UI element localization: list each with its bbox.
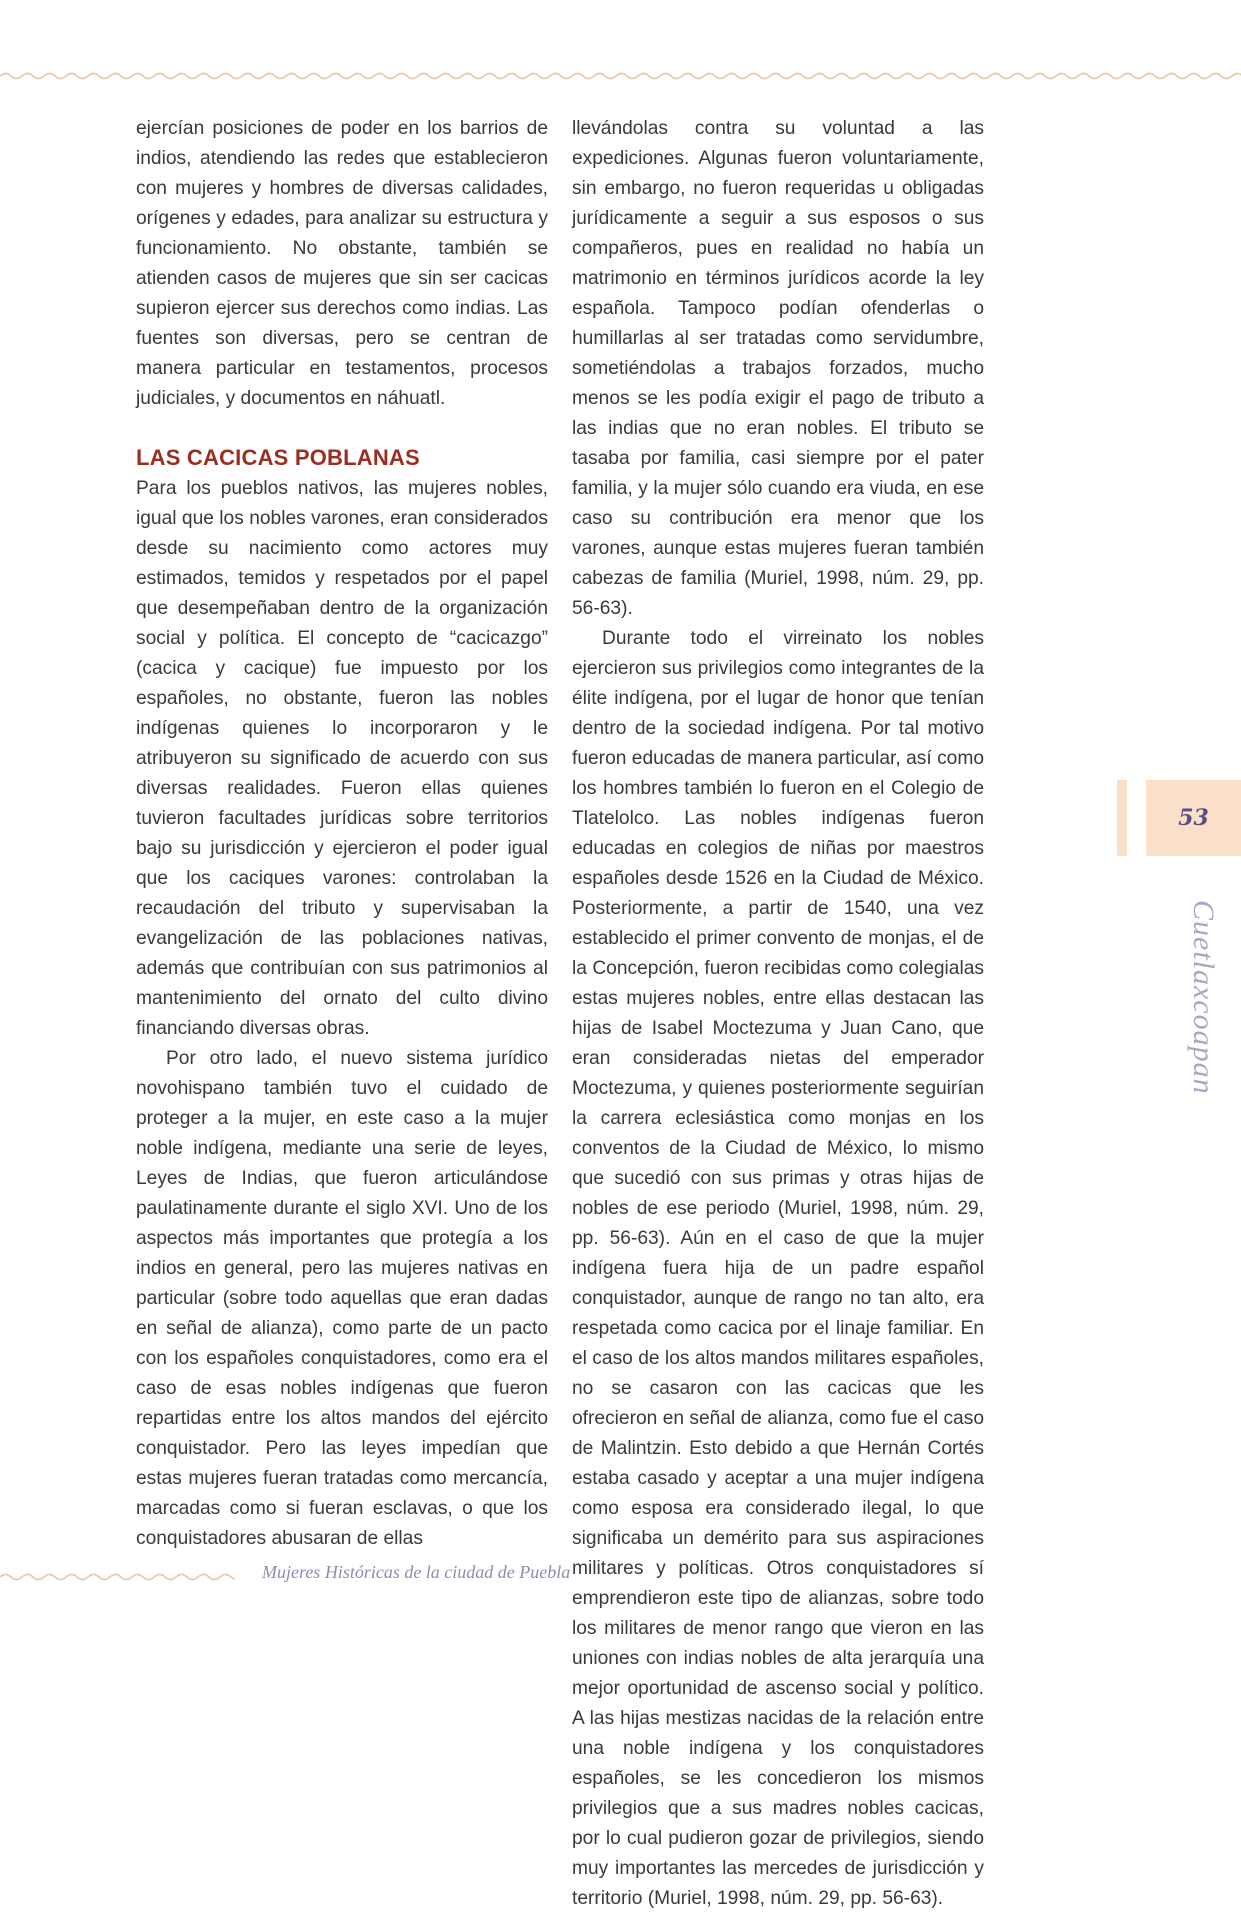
page-number: 53: [1178, 805, 1209, 831]
side-title: Cuetlaxcoapan: [1187, 900, 1220, 1095]
top-wave-decoration: [0, 70, 1241, 82]
page-number-tab: [1146, 780, 1241, 856]
right-column: [572, 114, 984, 1914]
paragraph: Por otro lado, el nuevo sistema jurídico novohispano también tuvo el cuidado de proteger a la mujer, en este caso a la mujer noble indígena, mediante una serie de leyes, Leyes de Indias, que fueron articulándose paulatinamente durante el siglo XVI. Uno de los aspectos más importantes que protegía a los indios en general, pero las mujeres nativas en particular (sobre todo aquellas que eran dadas en señal de alianza), como parte de un pacto con los españoles conquistadores, como era el caso de esas nobles indígenas que fueron repartidas entre los altos mandos del ejército conquistador. Pero las leyes impedían que estas mujeres fueran tratadas como mercancía, marcadas como si fueran esclavas, o que los conquistadores abusaran de ellas: [136, 1048, 548, 1549]
paragraph: Durante todo el virreinato los nobles ejercieron sus privilegios como integrantes de la élite indígena, por el lugar de honor que tenían dentro de la sociedad indígena. Por tal motivo fueron educadas de manera particular, así como los hombres también lo fueron en el Colegio de Tlatelolco. Las nobles indígenas fueron educadas en colegios de niñas por maestros españoles desde 1526 en la Ciudad de México. Posteriormente, a partir de 1540, una vez establecido el primer convento de monjas, el de la Concepción, fueron recibidas como colegialas estas mujeres nobles, entre ellas destacan las hijas de Isabel Moctezuma y Juan Cano, que eran consideradas nietas del emperador Moctezuma, y quienes posteriormente seguirían la carrera eclesiástica como monjas en los conventos de la Ciudad de México, lo mismo que sucedió con sus primas y otras hijas de nobles de ese periodo (Muriel, 1998, núm. 29, pp. 56-63). Aún en el caso de que la mujer indígena fuera hija de un padre español conquistador, aunque de rango no tan alto, era respetada como cacica por el linaje familiar. En el caso de los altos mandos militares españoles, no se casaron con las cacicas que les ofrecieron en señal de alianza, como fue el caso de Malintzin. Esto debido a que Hernán Cortés estaba casado y aceptar a una mujer indígena como esposa era considerado ilegal, lo que significaba un demérito para sus aspiraciones militares y políticas. Otros conquistadores sí emprendieron este tipo de alianzas, sobre todo los militares de menor rango que vieron en las uniones con indias nobles de alta jerarquía una mejor oportunidad de ascenso social y político. A las hijas mestizas nacidas de la relación entre una noble indígena y los conquistadores españoles, se les concedieron los mismos privilegios que a sus madres nobles cacicas, por lo cual pudieron gozar de privilegios, siendo muy importantes las mercedes de jurisdicción y territorio (Muriel, 1998, núm. 29, pp. 56-63).: [572, 628, 984, 1909]
bottom-wave-decoration: [0, 1571, 235, 1583]
footer-title: Mujeres Históricas de la ciudad de Puebla: [262, 1562, 571, 1582]
left-column: [136, 114, 548, 1554]
section-heading: LAS CACICAS POBLANAS: [136, 445, 420, 470]
paragraph: llevándolas contra su voluntad a las expediciones. Algunas fueron voluntariamente, sin embargo, no fueron requeridas u obligadas jurídicamente a seguir a sus esposos o sus compañeros, pues en realidad no había un matrimonio en términos jurídicos acorde la ley española. Tampoco podían ofenderlas o humillarlas al ser tratadas como servidumbre, sometiéndolas a trabajos forzados, mucho menos se les podía exigir el pago de tributo a las indias que no eran nobles. El tributo se tasaba por familia, casi siempre por el pater familia, y la mujer sólo cuando era viuda, en ese caso su contribución era menor que los varones, aunque estas mujeres fueran también cabezas de familia (Muriel, 1998, núm. 29, pp. 56-63).: [572, 118, 984, 619]
paragraph: Para los pueblos nativos, las mujeres nobles, igual que los nobles varones, eran considerados desde su nacimiento como actores muy estimados, temidos y respetados por el papel que desempeñaban dentro de la organización social y política. El concepto de “cacicazgo” (cacica y cacique) fue impuesto por los españoles, no obstante, fueron las nobles indígenas quienes lo incorporaron y le atribuyeron su significado de acuerdo con sus diversas realidades. Fueron ellas quienes tuvieron facultades jurídicas sobre territorios bajo su jurisdicción y ejercieron el poder igual que los caciques varones: controlaban la recaudación del tributo y supervisaban la evangelización de las poblaciones nativas, además que contribuían con sus patrimonios al mantenimiento del ornato del culto divino financiando diversas obras.: [136, 478, 548, 1039]
page-tab-accent: [1117, 780, 1127, 856]
paragraph: ejercían posiciones de poder en los barrios de indios, atendiendo las redes que establecieron con mujeres y hombres de diversas calidades, orígenes y edades, para analizar su estructura y funcionamiento. No obstante, también se atienden casos de mujeres que sin ser cacicas supieron ejercer sus derechos como indias. Las fuentes son diversas, pero se centran de manera particular en testamentos, procesos judiciales, y documentos en náhuatl.: [136, 118, 548, 409]
